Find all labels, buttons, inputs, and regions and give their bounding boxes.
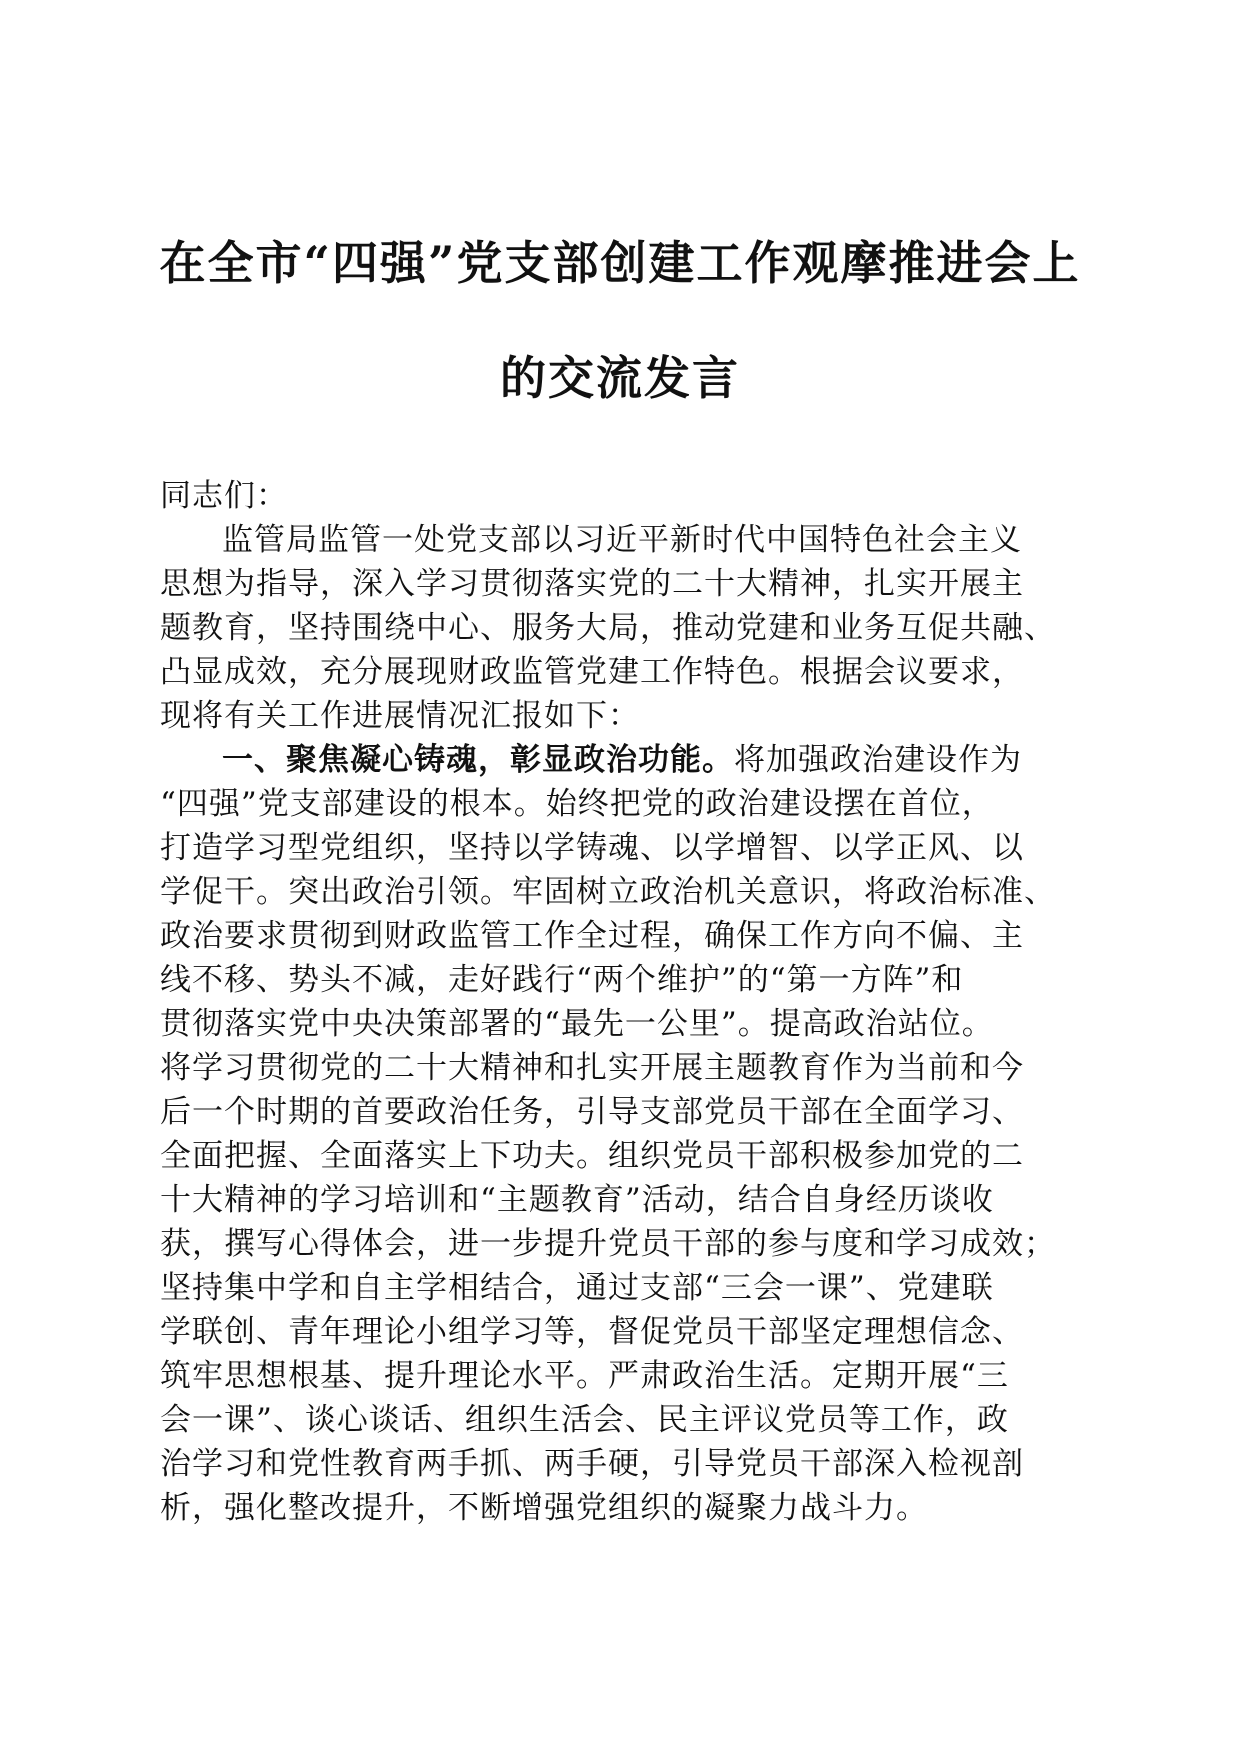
intro-line: 题教育，坚持围绕中心、服务大局，推动党建和业务互促共融、 xyxy=(160,610,1056,646)
section-1-first-line xyxy=(160,738,1080,782)
intro-line: 思想为指导，深入学习贯彻落实党的二十大精神，扎实开展主 xyxy=(160,566,1024,602)
section-1-line: 政治要求贯彻到财政监管工作全过程，确保工作方向不偏、主 xyxy=(160,918,1024,954)
section-1-line: 学联创、青年理论小组学习等，督促党员干部坚定理想信念、 xyxy=(160,1314,1024,1350)
salutation: 同志们： xyxy=(160,478,288,514)
section-1-line: 治学习和党性教育两手抓、两手硬，引导党员干部深入检视剖 xyxy=(160,1446,1024,1482)
document-body xyxy=(160,474,1080,1530)
section-1-line: 贯彻落实党中央决策部署的“最先一公里”。提高政治站位。 xyxy=(160,1006,994,1042)
intro-line: 现将有关工作进展情况汇报如下： xyxy=(160,698,640,734)
section-1-line: 后一个时期的首要政治任务，引导支部党员干部在全面学习、 xyxy=(160,1094,1024,1130)
section-1-line: 全面把握、全面落实上下功夫。组织党员干部积极参加党的二 xyxy=(160,1138,1024,1174)
section-1-line: 十大精神的学习培训和“主题教育”活动，结合自身经历谈收 xyxy=(160,1182,994,1218)
section-1-line: 线不移、势头不减，走好践行“两个维护”的“第一方阵”和 xyxy=(160,962,964,998)
intro-line: 凸显成效，充分展现财政监管党建工作特色。根据会议要求， xyxy=(160,654,1024,690)
section-1-line: 获，撰写心得体会，进一步提升党员干部的参与度和学习成效； xyxy=(160,1226,1056,1262)
intro-line: 监管局监管一处党支部以习近平新时代中国特色社会主义 xyxy=(222,522,1022,558)
section-1-line: 学促干。突出政治引领。牢固树立政治机关意识，将政治标准、 xyxy=(160,874,1056,910)
section-1-line: 析，强化整改提升，不断增强党组织的凝聚力战斗力。 xyxy=(160,1490,928,1526)
section-1-line: “四强”党支部建设的根本。始终把党的政治建设摆在首位， xyxy=(160,786,994,822)
section-1-first-line-text: 将加强政治建设作为 xyxy=(734,742,1022,778)
section-1-heading: 一、聚焦凝心铸魂，彰显政治功能。 xyxy=(222,742,734,778)
section-1-line: 筑牢思想根基、提升理论水平。严肃政治生活。定期开展“三 xyxy=(160,1358,1009,1394)
document-title-line-1: 在全市“四强”党支部创建工作观摩推进会上 xyxy=(159,236,1081,290)
section-1-line: 将学习贯彻党的二十大精神和扎实开展主题教育作为当前和今 xyxy=(160,1050,1024,1086)
section-1-line: 坚持集中学和自主学相结合，通过支部“三会一课”、党建联 xyxy=(160,1270,994,1306)
section-1-line: 打造学习型党组织，坚持以学铸魂、以学增智、以学正风、以 xyxy=(160,830,1024,866)
section-1-line: 会一课”、谈心谈话、组织生活会、民主评议党员等工作，政 xyxy=(160,1402,1009,1438)
document-title-line-2: 的交流发言 xyxy=(500,351,740,405)
